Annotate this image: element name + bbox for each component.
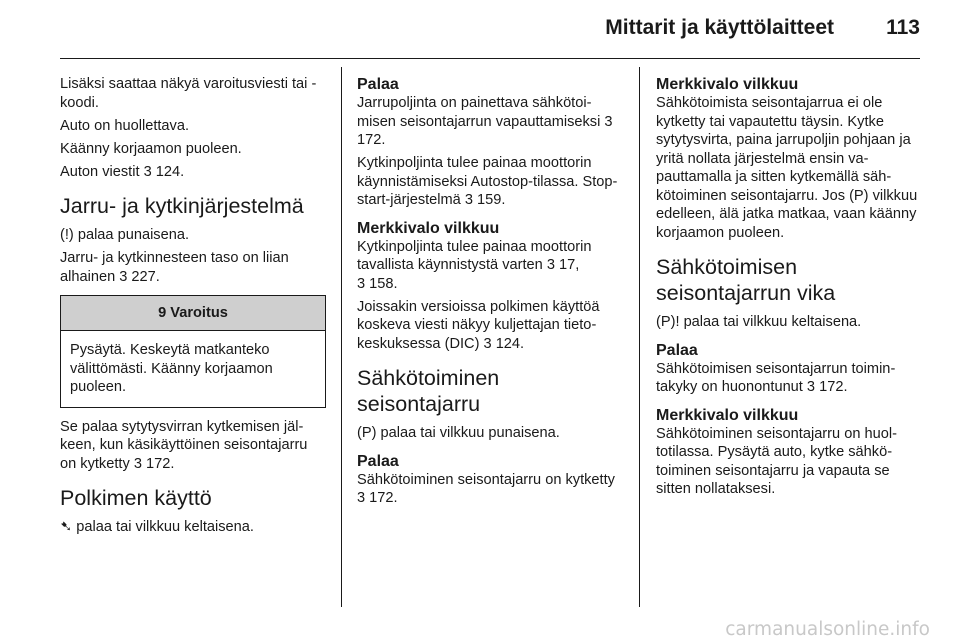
warning-body: Pysäytä. Keskeytä matkanteko välittömästi. Käänny korjaamon puoleen. — [70, 342, 273, 395]
subheading: Palaa — [357, 76, 399, 93]
paragraph-text: Jarru- ja kytkinnesteen taso on liian alhainen — [60, 250, 289, 285]
header-title: Mittarit ja käyttölaitteet — [605, 16, 834, 39]
paragraph — [357, 298, 623, 354]
page-ref[interactable]: 17, — [554, 257, 580, 273]
page-ref-arrow-icon: 3 — [143, 163, 152, 180]
paragraph-text: palaa tai vilkkuu punaisena. — [376, 425, 560, 441]
paragraph: Auto on huollettava. — [60, 117, 190, 134]
paragraph — [60, 518, 326, 537]
page-ref[interactable]: 159. — [472, 192, 506, 208]
paragraph — [60, 418, 326, 474]
subheading: Palaa — [357, 452, 399, 470]
paragraph: Lisäksi saattaa näkyä varoitusviesti tai -koodi. — [60, 76, 317, 111]
brake-warning-icon: (!) — [60, 227, 74, 243]
page-ref[interactable]: 124. — [151, 163, 185, 180]
paragraph-text: Sähkötoiminen seisontajarru on kytketty — [357, 471, 615, 488]
page-ref-arrow-icon: 3 — [464, 192, 473, 208]
column-divider-2 — [639, 67, 640, 607]
page-ref-arrow-icon: 3 — [806, 379, 816, 395]
paragraph-text: palaa tai vilkkuu keltaisena. — [679, 314, 862, 330]
parking-brake-icon: (P) — [849, 187, 869, 204]
page-ref[interactable]: 227. — [127, 268, 160, 285]
section-heading: Sähkötoiminen seisontajarru — [357, 366, 500, 416]
page-ref[interactable]: 172. — [365, 490, 398, 506]
paragraph-text: Sähkötoimista seisontajarrua ei ole kytketty tai vapautettu täysin. Kytke sytytysvirta, paina jarrupoljin pohjaan ja yritä nollata järjestelmä ensin vapauttamalla ja sitten kytkemällä sähkötoiminen seisontajarru. Jos — [656, 95, 911, 204]
paragraph — [357, 471, 623, 508]
warning-header — [61, 296, 325, 331]
warning-title: Varoitus — [170, 305, 228, 321]
page-ref-arrow-icon: 3 — [119, 268, 128, 285]
paragraph-text: Auton viestit — [60, 163, 144, 180]
column-1 — [60, 75, 326, 541]
warning-triangle-icon: 9 — [158, 305, 167, 321]
paragraph-text: Kytkinpoljinta tulee painaa moottorin tavallista käynnistystä varten — [357, 238, 592, 273]
page-ref-arrow-icon: 3 — [604, 113, 613, 130]
column-2 — [357, 75, 623, 512]
paragraph — [357, 94, 623, 150]
paragraph: Sähkötoiminen seisontajarru on huoltotilassa. Pysäytä auto, kytke sähkötoiminen seisontajarru ja vapauta se sitten nollataksesi. — [656, 425, 897, 497]
warning-box — [60, 295, 326, 408]
paragraph-text: Sähkötoimisen seisontajarrun toimintakyky on huonontunut — [656, 360, 896, 395]
subheading: Merkkivalo vilkkuu — [357, 219, 500, 237]
paragraph — [60, 226, 326, 245]
subheading: Palaa — [656, 341, 698, 359]
subheading: Merkkivalo vilkkuu — [656, 76, 799, 93]
paragraph — [357, 154, 623, 210]
section-heading: Polkimen käyttö — [60, 486, 212, 510]
paragraph-text: Jarrupoljinta on painettava sähkötoimisen seisontajarrun vapauttamiseksi — [357, 95, 605, 130]
subheading: Merkkivalo vilkkuu — [656, 406, 799, 424]
paragraph — [656, 360, 922, 397]
header-rule — [60, 58, 920, 59]
paragraph — [656, 94, 922, 242]
column-3 — [656, 75, 922, 503]
paragraph-text: Se palaa sytytysvirran kytkemisen jälkeen, kun käsikäyttöinen seisontajarru on kytketty — [60, 418, 308, 472]
column-divider-1 — [341, 67, 342, 607]
pedal-icon: ➷ — [60, 519, 73, 535]
page-ref[interactable]: 124. — [491, 335, 525, 352]
page-ref-arrow-icon: 3 — [546, 257, 555, 273]
page-ref-arrow-icon: 3 — [483, 335, 492, 352]
page-ref-arrow-icon: 3 — [133, 455, 142, 472]
paragraph — [60, 249, 326, 286]
paragraph-text: Kytkinpoljinta tulee painaa moottorin käynnistämiseksi Autostop-tilassa. Stop-start-järjestelmä — [357, 155, 618, 208]
paragraph — [60, 163, 326, 182]
paragraph — [357, 424, 623, 443]
section-heading: Sähkötoimisen seisontajarrun vika — [656, 255, 836, 305]
parking-brake-fault-icon: (P)! — [656, 314, 680, 330]
watermark: carmanualsonline.info — [725, 619, 930, 640]
paragraph-text: palaa tai vilkkuu keltaisena. — [72, 519, 254, 535]
page-ref[interactable]: 172. — [357, 132, 386, 148]
page-ref[interactable]: 158. — [365, 275, 398, 292]
page-number: 113 — [886, 16, 920, 39]
paragraph: Käänny korjaamon puoleen. — [60, 140, 242, 157]
paragraph-text: Joissakin versioissa polkimen käyttöä koskeva viesti näkyy kuljettajan tietokeskuksessa (DIC) — [357, 298, 600, 352]
paragraph-text: vilkkuu edelleen, älä jatka matkaa, vaan käänny korjaamon puoleen. — [656, 187, 918, 241]
section-heading: Jarru- ja kytkinjärjestelmä — [60, 194, 304, 218]
page-ref-arrow-icon: 3 — [357, 275, 366, 292]
paragraph — [656, 313, 922, 332]
parking-brake-icon: (P) — [357, 425, 377, 441]
page-ref[interactable]: 172. — [815, 379, 848, 395]
page-ref[interactable]: 172. — [141, 455, 175, 472]
paragraph — [357, 238, 623, 294]
page-ref-arrow-icon: 3 — [357, 490, 366, 506]
paragraph-text: palaa punaisena. — [73, 227, 190, 243]
